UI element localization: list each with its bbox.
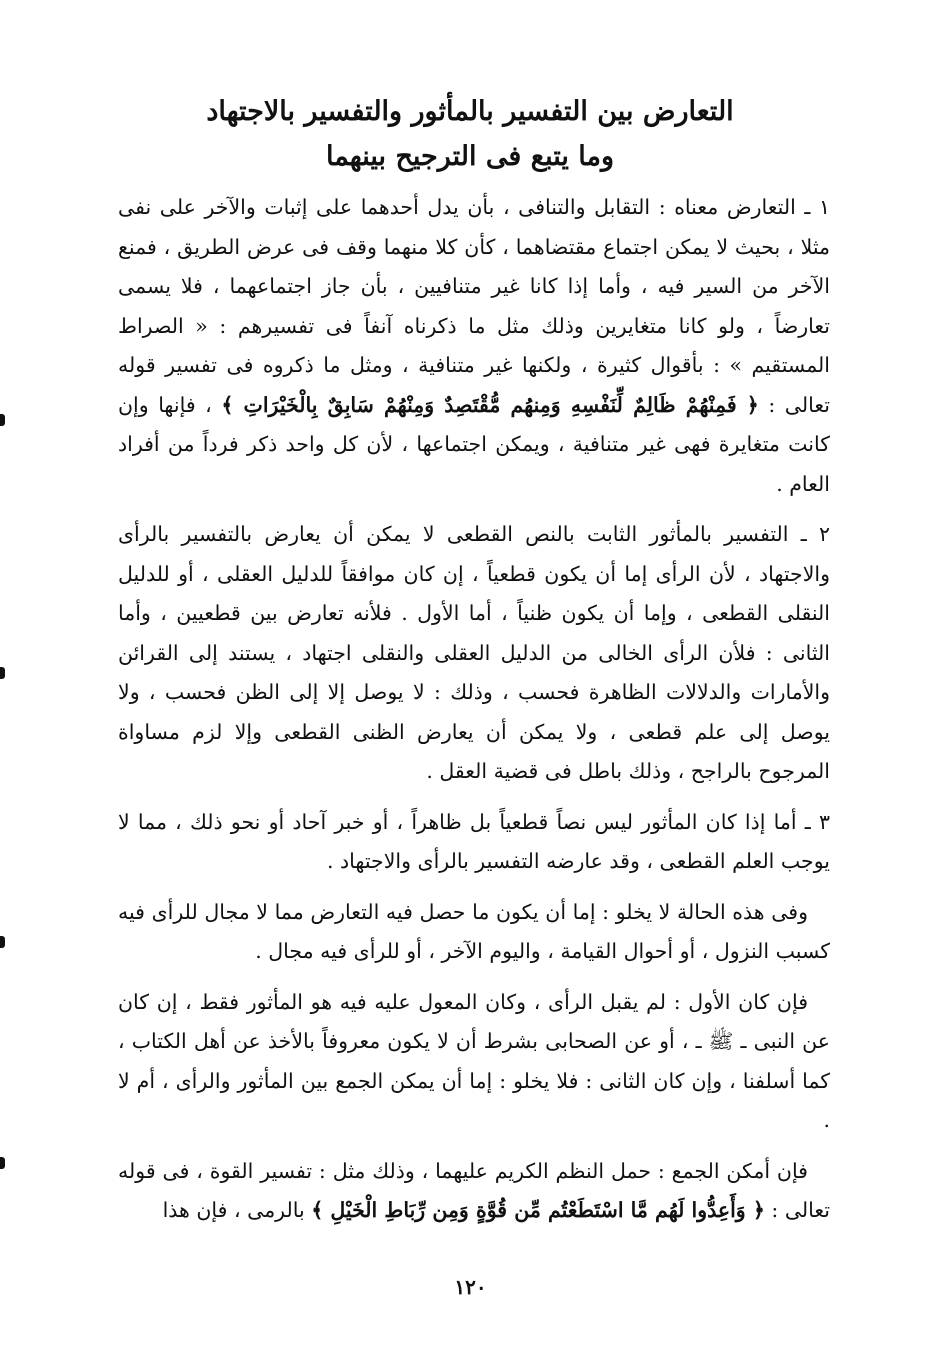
paragraph-6-text-after: بالرمى ، فإن هذا	[162, 1198, 305, 1222]
page-number: ١٢٠	[454, 1275, 487, 1299]
paragraph-4	[118, 893, 830, 972]
body-text	[118, 188, 830, 1242]
paragraph-5-text: فإن كان الأول : لم يقبل الرأى ، وكان المعول عليه فيه هو المأثور فقط ، إن كان عن النبى ـ ﷺ ـ ، أو عن الصحابى بشرط أن لا يكون معروفاً بالأخذ عن أهل الكتاب ، كما أسلفنا ، وإن كان الثانى : فلا يخلو : إما أن يمكن الجمع بين المأثور والرأى ، أم لا .	[118, 989, 830, 1132]
paragraph-1-text-after: ، فإنها وإن كانت متغايرة فهى غير متنافية ، ويمكن اجتماعها ، لأن كل واحد ذكر فرداً من أفراد العام .	[118, 392, 830, 496]
paragraph-2	[118, 515, 830, 792]
margin-mark	[0, 414, 5, 426]
paragraph-3-text: ٣ ـ أما إذا كان المأثور ليس نصاً قطعياً بل ظاهراً ، أو خبر آحاد أو نحو ذلك ، مما لا يوجب العلم القطعى ، وقد عارضه التفسير بالرأى والاجتهاد .	[118, 809, 830, 873]
margin-mark	[0, 1157, 5, 1169]
paragraph-1-text-before: ١ ـ التعارض معناه : التقابل والتنافى ، بأن يدل أحدهما على إثبات والآخر على نفى مثلا ، بحيث لا يمكن اجتماع مقتضاهما ، كأن كلا منهما وقف فى عرض الطريق ، فمنع الآخر من السير فيه ، وأما إذا كانا غير متنافيين ، بأن جاز اجتماعهما ، فلا يسمى تعارضاً ، ولو كانا متغايرين وذلك مثل ما ذكرناه آنفاً فى تفسيرهم : « الصراط المستقيم » : بأقوال كثيرة ، ولكنها غير متنافية ، ومثل ما ذكروه فى تفسير قوله تعالى :	[118, 195, 830, 417]
paragraph-4-text: وفى هذه الحالة لا يخلو : إما أن يكون ما حصل فيه التعارض مما لا مجال للرأى فيه كسبب النزول ، أو أحوال القيامة ، واليوم الآخر ، أو للرأى فيه مجال .	[118, 899, 830, 963]
quran-verse-1: ﴿ فَمِنْهُمْ ظَالِمٌ لِّنَفْسِهِ وَمِنهُم مُّقْتَصِدٌ وَمِنْهُمْ سَابِقٌ بِالْخَيْرَاتِ ﴾	[221, 392, 759, 417]
page-title-line-2: وما يتبع فى الترجيح بينهما	[325, 141, 615, 172]
paragraph-2-text: ٢ ـ التفسير بالمأثور الثابت بالنص القطعى لا يمكن أن يعارض بالتفسير بالرأى والاجتهاد ، لأن الرأى إما أن يكون قطعياً ، إن كان موافقاً للدليل العقلى ، أو للدليل النقلى القطعى ، وإما أن يكون ظنياً ، أما الأول . فلأنه تعارض بين قطعيين ، وأما الثانى : فلأن الرأى الخالى من الدليل العقلى والنقلى اجتهاد ، يستند إلى القرائن والأمارات والدلالات الظاهرة فحسب ، وذلك : لا يوصل إلا إلى الظن فحسب ، ولا يوصل إلى علم قطعى ، ولا يمكن أن يعارض الظنى القطعى وإلا لزم مساواة المرجوح بالراجح ، وذلك باطل فى قضية العقل .	[118, 522, 830, 783]
margin-mark	[0, 936, 5, 948]
quran-verse-2: ﴿ وَأَعِدُّوا لَهُم مَّا اسْتَطَعْتُم مِّن قُوَّةٍ وَمِن رِّبَاطِ الْخَيْلِ ﴾	[311, 1198, 765, 1222]
margin-mark	[0, 667, 5, 679]
paragraph-6-text-before: فإن أمكن الجمع : حمل النظم الكريم عليهما ، وذلك مثل : تفسير القوة ، فى قوله تعالى :	[118, 1158, 830, 1222]
paragraph-1	[118, 188, 830, 504]
paragraph-6	[118, 1152, 830, 1231]
paragraph-5	[118, 983, 830, 1141]
page-title-line-1: التعارض بين التفسير بالمأثور والتفسير بالاجتهاد	[206, 96, 734, 127]
paragraph-3	[118, 803, 830, 882]
